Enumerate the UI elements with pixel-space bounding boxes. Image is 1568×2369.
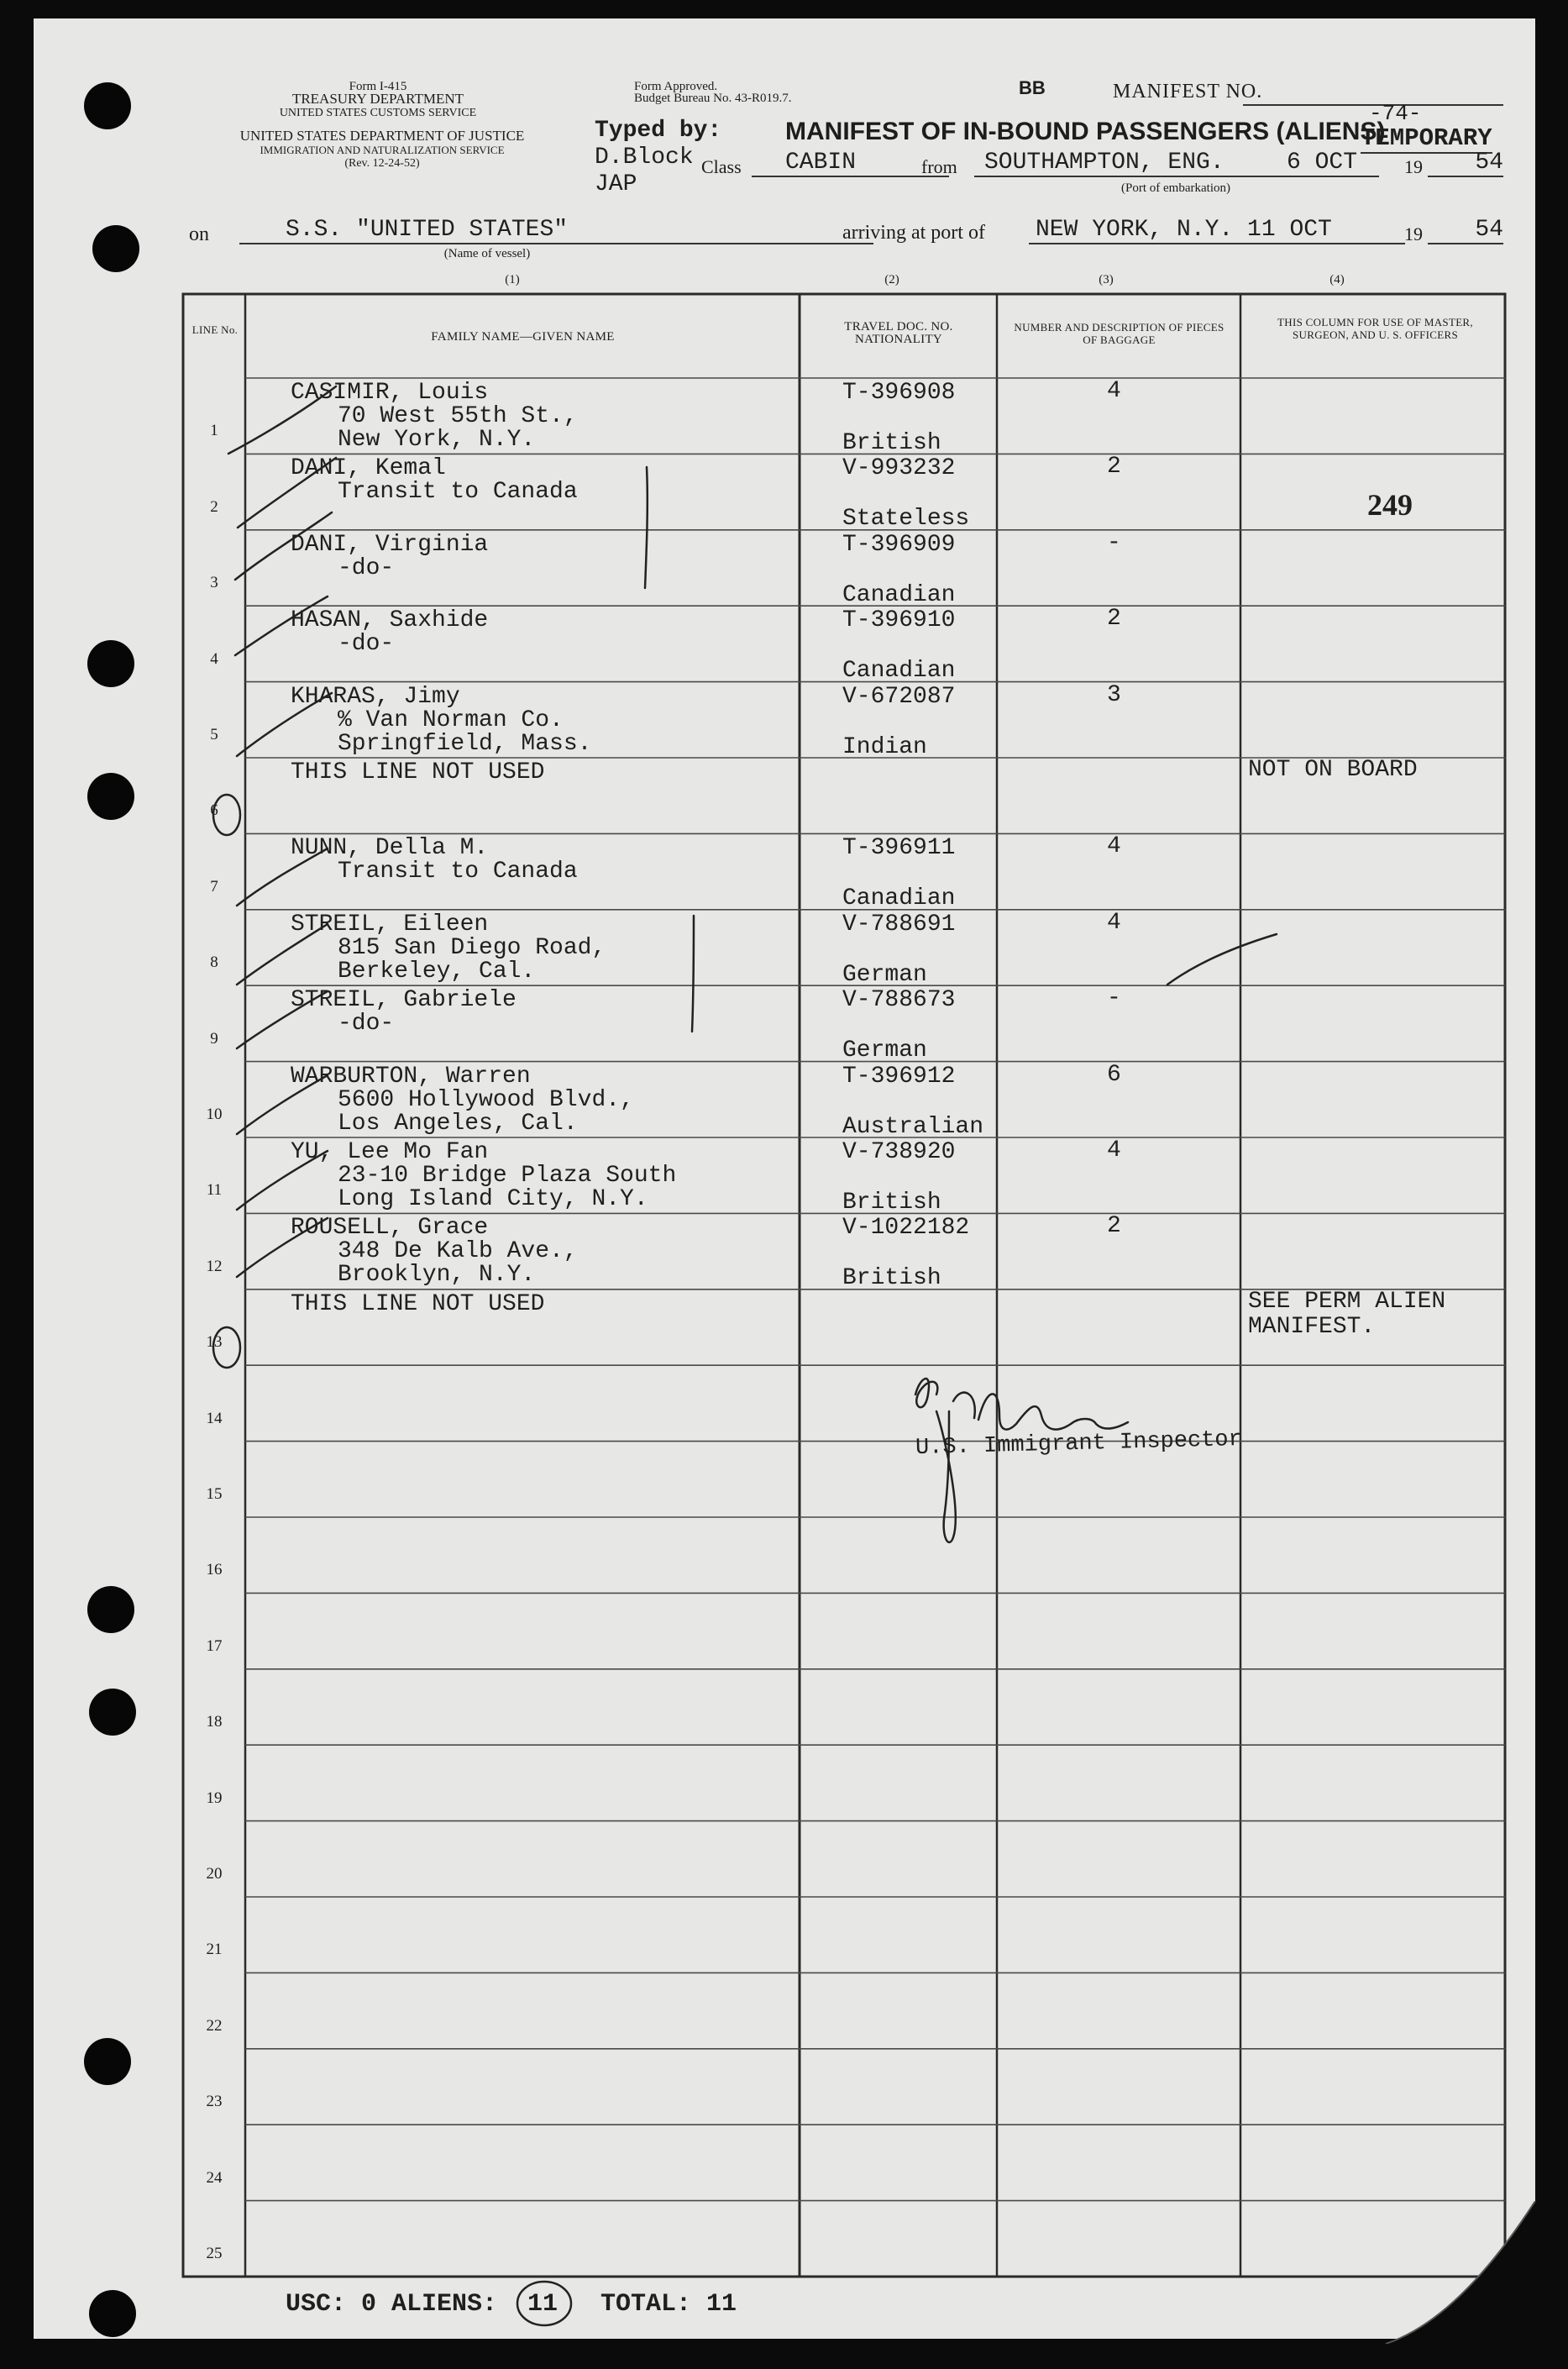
nationality: Australian [842,1113,984,1140]
row-number: 8 [210,953,218,972]
travel-doc-number: V-1022182 [842,1215,970,1242]
class-value: CABIN [752,150,949,177]
temporary-mark: TEMPORARY [1361,124,1492,152]
from-label: from [921,156,957,177]
row-number: 20 [206,1864,223,1883]
class-label: Class [701,156,742,177]
port-caption: (Port of embarkation) [1121,181,1230,195]
typed-by-name: D.Block [595,144,694,171]
row-number: 16 [206,1561,223,1579]
baggage-count: - [1107,529,1121,556]
arrival-year-prefix: 19 [1404,223,1423,244]
folded-corner [1377,2201,1537,2344]
arriving-label: arriving at port of [842,222,985,244]
address-line-1: Transit to Canada [338,479,578,506]
row-number: 14 [206,1409,223,1427]
col-num-3: (3) [1099,273,1114,286]
passenger-name: THIS LINE NOT USED [291,759,545,785]
nationality: Canadian [842,581,956,608]
baggage-count: - [1107,985,1121,1012]
footer-total: TOTAL: 11 [600,2290,737,2319]
departure-year: 54 [1428,150,1503,177]
row-number: 6 [210,801,218,820]
address-line-1: 23-10 Bridge Plaza South [338,1163,677,1189]
immigration-service: IMMIGRATION AND NATURALIZATION SERVICE [260,144,505,156]
form-revision: (Rev. 12-24-52) [344,157,420,170]
customs-service: UNITED STATES CUSTOMS SERVICE [279,107,477,119]
passenger-name: THIS LINE NOT USED [291,1290,545,1317]
row-number: 21 [206,1941,223,1959]
baggage-count: 2 [1107,606,1121,633]
baggage-count: 2 [1107,454,1121,481]
officer-remark: SEE PERM ALIEN MANIFEST. [1248,1288,1446,1340]
passenger-name: NUNN, Della M. [291,835,489,862]
passenger-name: STREIL, Gabriele [291,987,517,1014]
baggage-count: 4 [1107,833,1121,860]
address-line-1: % Van Norman Co. [338,706,564,733]
travel-doc-number: T-396908 [842,380,956,406]
travel-doc-number: V-993232 [842,455,956,482]
nationality: Canadian [842,885,956,912]
row-number: 5 [210,725,218,743]
typed-by-initials: JAP [595,171,637,197]
departure-date: 6 OCT [1287,150,1358,176]
passenger-name: DANI, Virginia [291,531,489,558]
header-family-name: FAMILY NAME—GIVEN NAME [431,330,615,344]
row-number: 13 [206,1333,223,1352]
baggage-count: 4 [1107,1137,1121,1163]
address-line-2: Brooklyn, N.Y. [338,1262,536,1289]
address-line-1: Transit to Canada [338,859,578,885]
address-line-1: 348 De Kalb Ave., [338,1238,578,1265]
from-value: SOUTHAMPTON, ENG. [974,150,1379,177]
travel-doc-number: T-396912 [842,1063,956,1090]
address-line-1: 815 San Diego Road, [338,934,606,961]
baggage-count: 6 [1107,1061,1121,1088]
manifest-number: -74- [1369,101,1422,126]
form-number: Form I-415 [349,80,407,93]
baggage-count: 4 [1107,909,1121,936]
address-line-2: Los Angeles, Cal. [338,1110,578,1137]
row-number: 22 [206,2016,223,2035]
nationality: Indian [842,733,927,760]
passenger-name: CASIMIR, Louis [291,380,489,406]
passenger-name: HASAN, Saxhide [291,607,489,634]
vessel-caption: (Name of vessel) [443,247,531,260]
row-number: 3 [210,574,218,592]
row-number: 11 [206,1181,223,1200]
travel-doc-number: V-788673 [842,987,956,1014]
nationality: German [842,961,927,988]
footer-usc-aliens: USC: 0 ALIENS: [286,2290,498,2319]
footer-aliens-count: 11 [527,2290,559,2319]
row-number: 19 [206,1789,223,1807]
travel-doc-number: V-672087 [842,683,956,710]
passenger-name: STREIL, Eileen [291,911,489,938]
passenger-name: ROUSELL, Grace [291,1215,489,1242]
vessel-name: S.S. "UNITED STATES" [239,217,873,244]
row-number: 18 [206,1713,223,1731]
col-num-4: (4) [1329,273,1345,286]
col-num-1: (1) [505,273,520,286]
row-number: 1 [210,422,218,440]
inspector-title: U.S. Immigrant Inspector [915,1426,1243,1462]
nationality: British [842,430,941,456]
typed-by-label: Typed by: [595,118,722,144]
row-number: 23 [206,2093,223,2111]
on-label: on [189,223,209,245]
manifest-no-label: MANIFEST NO. [1113,81,1263,102]
nationality: German [842,1037,927,1064]
passenger-name: DANI, Kemal [291,455,446,482]
header-line-no: LINE No. [191,323,239,336]
address-line-1: 5600 Hollywood Blvd., [338,1086,634,1113]
arrival-year: 54 [1428,217,1503,244]
arrival-port: NEW YORK, N.Y. 11 OCT [1029,217,1405,244]
travel-doc-number: V-738920 [842,1139,956,1165]
department-of-justice: UNITED STATES DEPARTMENT OF JUSTICE [239,128,525,144]
address-line-1: -do- [338,631,395,658]
treasury-department: TREASURY DEPARTMENT [291,91,464,107]
bb-mark: BB [1019,77,1046,98]
address-line-1: -do- [338,1011,395,1037]
passenger-name: YU, Lee Mo Fan [291,1139,489,1165]
row-number: 17 [206,1636,223,1655]
nationality: Canadian [842,658,956,685]
address-line-1: 70 West 55th St., [338,403,578,429]
travel-doc-number: T-396910 [842,607,956,634]
header-travel-doc: TRAVEL DOC. NO. NATIONALITY [844,320,953,346]
row-number: 2 [210,497,218,516]
row-number: 24 [206,2168,223,2187]
col-num-2: (2) [884,273,899,286]
nationality: Stateless [842,506,970,533]
year-prefix: 19 [1404,156,1423,177]
row-number: 25 [206,2244,223,2262]
budget-bureau: Budget Bureau No. 43-R019.7. [634,92,792,105]
travel-doc-number: T-396911 [842,835,956,862]
nationality: British [842,1265,941,1292]
address-line-2: Berkeley, Cal. [338,958,536,985]
travel-doc-number: V-788691 [842,911,956,938]
address-line-2: Springfield, Mass. [338,730,592,757]
address-line-2: Long Island City, N.Y. [338,1186,648,1212]
row-number: 12 [206,1257,223,1275]
travel-doc-number: T-396909 [842,531,956,558]
form-approved: Form Approved. [634,80,718,93]
header-baggage: NUMBER AND DESCRIPTION OF PIECES OF BAGGAGE [1014,321,1225,346]
baggage-count: 4 [1107,378,1121,404]
row-number: 10 [206,1105,223,1123]
row-number: 4 [210,649,218,668]
baggage-count: 2 [1107,1213,1121,1240]
manifest-title: MANIFEST OF IN-BOUND PASSENGERS (ALIENS) [785,118,1386,145]
row-number: 7 [210,877,218,896]
address-line-1: -do- [338,554,395,581]
passenger-name: KHARAS, Jimy [291,683,460,710]
officer-remark: 249 [1367,488,1413,523]
row-number: 9 [210,1029,218,1048]
nationality: British [842,1190,941,1216]
baggage-count: 3 [1107,681,1121,708]
address-line-2: New York, N.Y. [338,427,536,453]
header-officers: THIS COLUMN FOR USE OF MASTER, SURGEON, AND U. S. OFFICERS [1277,316,1473,341]
row-number: 15 [206,1484,223,1503]
officer-remark: NOT ON BOARD [1248,757,1418,783]
passenger-name: WARBURTON, Warren [291,1063,531,1090]
